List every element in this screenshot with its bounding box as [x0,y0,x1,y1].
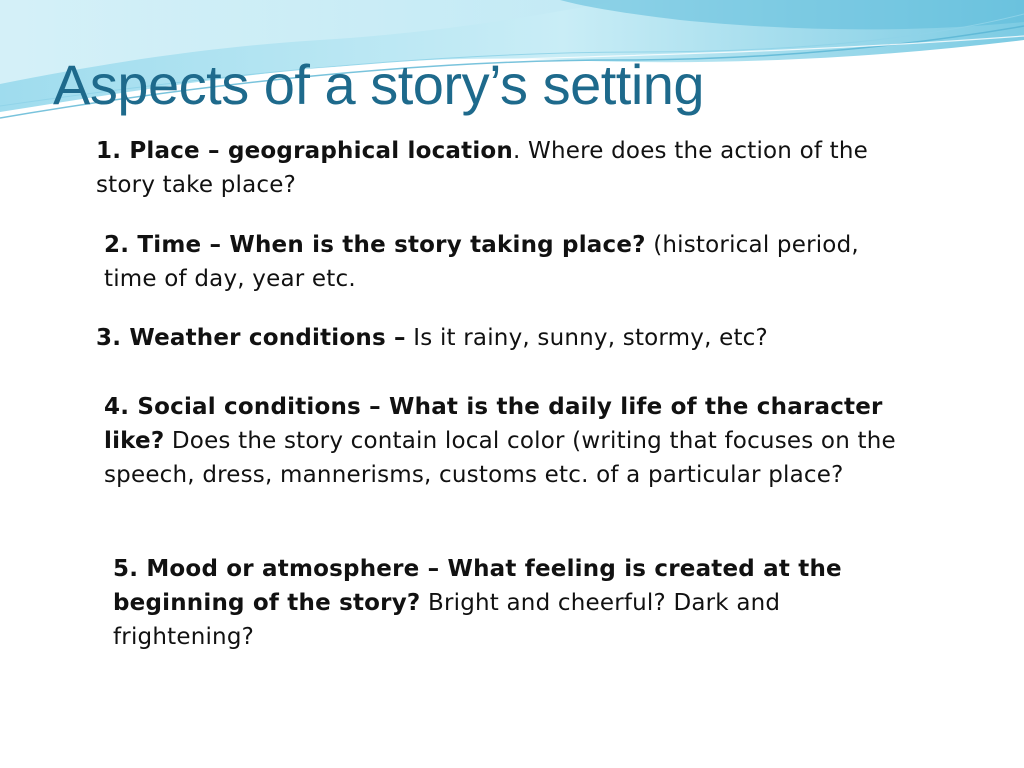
list-item-place [96,134,896,202]
item-text: Does the story contain local color (writing that focuses on the speech, dress, mannerisms, customs etc. of a particular place? [104,428,896,488]
list-item-weather [96,321,896,355]
item-text: . Where does the action of the story take place? [96,138,869,198]
list-item-social-conditions [104,390,914,492]
item-heading: 1. Place – geographical location [96,138,514,164]
item-heading: 2. Time – When is the story taking place? [104,232,646,258]
item-heading: 5. Mood or atmosphere – What feeling is created at the beginning of the story? [113,556,842,616]
item-text: Is it rainy, sunny, stormy, etc? [405,325,768,351]
item-heading: 4. Social conditions – What is the daily life of the character like? [104,394,883,454]
list-item-time [104,228,894,296]
item-heading: 3. Weather conditions – [96,325,406,351]
item-text: Bright and cheerful? Dark and frightening? [113,590,781,650]
list-item-mood [113,552,903,654]
slide-title: Aspects of a story’s setting [53,53,705,116]
item-text: (historical period, time of day, year etc. [104,232,859,292]
